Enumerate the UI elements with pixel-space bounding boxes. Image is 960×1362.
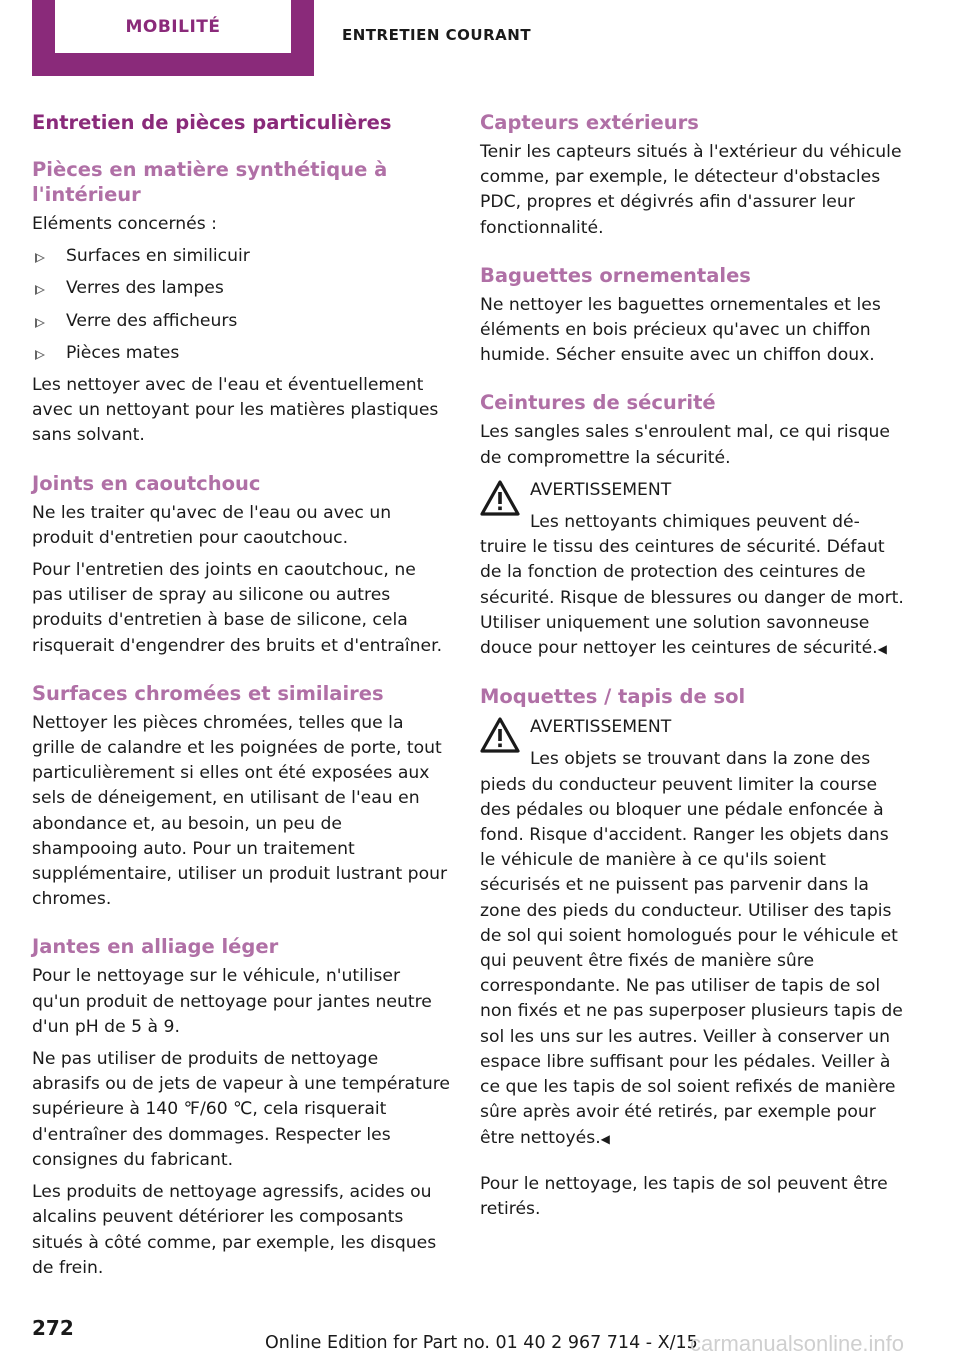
sensors-paragraph: Tenir les capteurs situés à l'extérieur du véhicule comme, par exemple, le détecteur d'obstacles PDC, propres et dégivrés afin d'assurer leur fonctionnalité. <box>480 142 902 238</box>
triangle-bullet-icon <box>35 318 45 328</box>
section-belts <box>480 390 904 662</box>
page-number: 272 <box>32 1316 74 1340</box>
heading-joints: Joints en caoutchouc <box>32 471 261 495</box>
page-title: Entretien de pièces particulières <box>32 111 392 134</box>
belts-warning <box>480 478 904 662</box>
chrome-paragraph: Nettoyer les pièces chromées, telles que la grille de calandre et les poignées de porte, tout particulièrement si elles ont été exposées aux sels de déneigement, en utilisant de l'eau en abondance et, au besoin, un peu de shampooing auto. Pour un traitement supplémentaire, utiliser un produit lustrant pour chromes. <box>32 712 448 910</box>
mats-paragraph: Pour le nettoyage, les tapis de sol peuvent être retirés. <box>480 1173 888 1219</box>
synthetic-intro: Eléments concernés : <box>32 214 217 234</box>
warning-triangle-icon <box>480 480 520 516</box>
triangle-bullet-icon <box>35 285 45 295</box>
belts-warning-text: Les nettoyants chimiques peuvent dé- truire le tissu des ceintures de sécurité. Défaut de la fonction de protection des ceintures de sécurité. Risque de blessures ou danger de mort. Utiliser uniquement une solution savonneuse douce pour nettoyer les ceintures de sécurité.◀ <box>480 512 904 659</box>
watermark: carmanualsonline.info <box>690 1331 905 1356</box>
triangle-bullet-icon <box>35 350 45 360</box>
footer-edition: Online Edition for Part no. 01 40 2 967 714 - X/15 <box>265 1333 698 1353</box>
heading-chrome: Surfaces chromées et similaires <box>32 681 384 705</box>
header-tab-mobilite[interactable] <box>32 0 314 76</box>
mats-warning-text: Les objets se trouvant dans la zone des pieds du conducteur peuvent limiter la course des pédales ou bloquer une pédale enfoncée à fond. Risque d'accident. Ranger les objets dans le véhicule de manière à ce qu'ils soient sécurisés et ne puissent pas parvenir dans la zone des pieds du conducteur. Utiliser des tapis de sol qui soient homologués pour le véhicule et qui peuvent être fixés de manière sûre correspondante. Ne pas utiliser de tapis de sol non fixés et ne pas superposer plusieurs tapis de sol les uns sur les autres. Veiller à conserver un espace libre suffisant pour les pédales. Veiller à ce que les tapis de sol soient refixés de manière sûre après avoir été retirés, par exemple pour être nettoyés.◀ <box>480 749 903 1148</box>
section-chrome <box>32 681 450 913</box>
right-column <box>480 110 904 1244</box>
mats-warning-title: AVERTISSEMENT <box>530 717 672 738</box>
trim-paragraph: Ne nettoyer les baguettes ornementales et les éléments en bois précieux qu'avec un chiffon humide. Sécher ensuite avec un chiffon doux. <box>480 294 881 366</box>
section-wheels <box>32 934 450 1280</box>
synthetic-list <box>32 244 450 366</box>
heading-wheels: Jantes en alliage léger <box>32 935 279 959</box>
section-trim <box>480 263 904 369</box>
section-mats <box>480 684 904 1222</box>
list-item: Verre des afficheurs <box>32 309 450 334</box>
belts-paragraph: Les sangles sales s'enroulent mal, ce qui risque de compromettre la sécurité. <box>480 422 890 468</box>
wheels-paragraph-2: Ne pas utiliser de produits de nettoyage abrasifs ou de jets de vapeur à une température supérieure à 140 ℉/60 ℃, cela risquerait d'entraîner des dommages. Respecter les consignes du fabricant. <box>32 1049 450 1170</box>
wheels-paragraph-1: Pour le nettoyage sur le véhicule, n'utiliser qu'un produit de nettoyage pour jantes neutre d'un pH de 5 à 9. <box>32 966 432 1037</box>
joints-paragraph-1: Ne les traiter qu'avec de l'eau ou avec un produit d'entretien pour caoutchouc. <box>32 502 392 548</box>
section-synthetic <box>32 157 450 449</box>
list-item: Verres des lampes <box>32 276 450 301</box>
list-item: Surfaces en similicuir <box>32 244 450 269</box>
wheels-paragraph-3: Les produits de nettoyage agressifs, acides ou alcalins peuvent détériorer les composants situés à côté comme, par exemple, les disques de frein. <box>32 1182 437 1278</box>
list-item: Pièces mates <box>32 341 450 366</box>
joints-paragraph-2: Pour l'entretien des joints en caoutchouc, ne pas utiliser de spray au silicone ou autres produits d'entretien à base de silicone, cela risquerait d'engendrer des bruits et d'entraîner. <box>32 560 443 656</box>
belts-warning-title: AVERTISSEMENT <box>530 479 672 500</box>
end-of-warning-icon: ◀ <box>877 642 887 657</box>
heading-belts: Ceintures de sécurité <box>480 391 716 415</box>
heading-trim: Baguettes ornementales <box>480 263 751 287</box>
left-column <box>32 110 450 1303</box>
section-sensors <box>480 110 904 241</box>
triangle-bullet-icon <box>35 253 45 263</box>
synthetic-text: Les nettoyer avec de l'eau et éventuellement avec un nettoyant pour les matières plastiques sans solvant. <box>32 375 439 446</box>
section-joints <box>32 471 450 659</box>
warning-triangle-icon <box>480 717 520 753</box>
heading-mats: Moquettes / tapis de sol <box>480 685 746 709</box>
heading-synthetic: Pièces en matière synthétique à l'intérieur <box>32 158 388 206</box>
header-section-title: ENTRETIEN COURANT <box>342 26 532 44</box>
mats-warning <box>480 715 904 1151</box>
heading-sensors: Capteurs extérieurs <box>480 111 699 134</box>
header-tab-label: MOBILITÉ <box>55 0 291 53</box>
end-of-warning-icon: ◀ <box>600 1131 610 1146</box>
